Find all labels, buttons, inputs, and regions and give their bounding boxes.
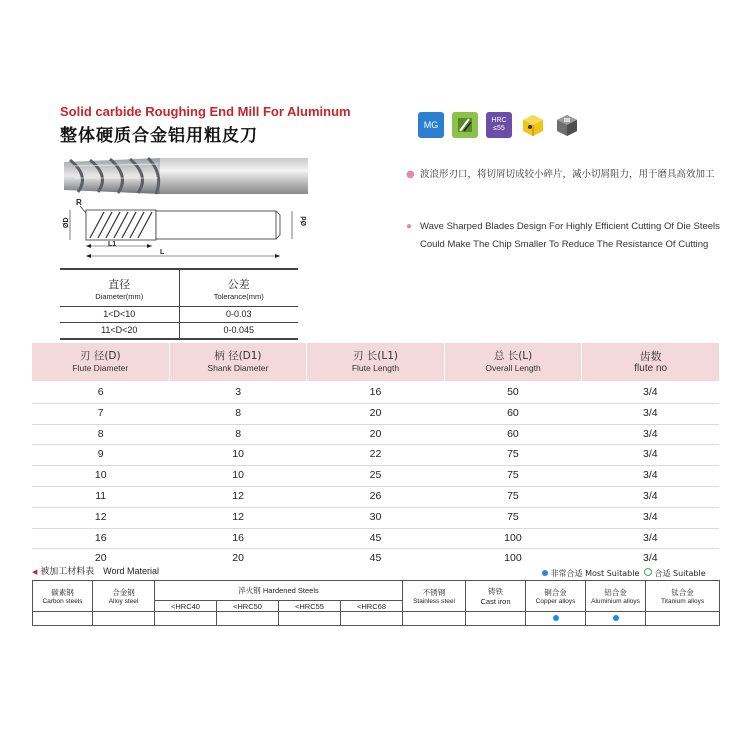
- cell: 75: [507, 489, 519, 502]
- cell: 10: [232, 469, 244, 482]
- material-cn: 不锈钢: [422, 588, 446, 597]
- suitability-cell: [93, 612, 155, 626]
- slash-badge-icon: [452, 112, 478, 138]
- tolerance-head-diameter-cn: 直径: [108, 278, 131, 291]
- cell: 20: [369, 427, 382, 440]
- hrc55-badge-icon: [486, 112, 512, 138]
- header-cn: 刃 长(L1): [352, 350, 399, 362]
- cell: 25: [369, 469, 382, 482]
- feature-badges: [418, 112, 580, 138]
- header-en: Flute Diameter: [72, 363, 129, 373]
- triangle-icon: ◀: [32, 568, 38, 576]
- suitability-cell: [155, 612, 217, 626]
- shank-diameter-label: Ød: [301, 216, 308, 226]
- flute-length-label: L1: [108, 241, 117, 248]
- header-en: flute no: [634, 363, 668, 374]
- cell: 45: [369, 552, 382, 565]
- material-carbon: [33, 581, 93, 612]
- suitability-cell: [646, 612, 720, 626]
- cell: 3/4: [643, 386, 658, 398]
- material-en: Alloy steel: [108, 598, 139, 605]
- material-en: Hardened Steels: [262, 586, 319, 595]
- cell: 16: [369, 386, 382, 398]
- header-en: Flute Length: [351, 363, 400, 373]
- suitability-cell: [403, 612, 466, 626]
- suitable-circle-icon: [644, 568, 652, 576]
- cell: 26: [369, 489, 382, 502]
- cell: 3/4: [643, 469, 658, 482]
- table-row: [32, 425, 719, 446]
- suitability-cell: [217, 612, 279, 626]
- suitability-cell: [33, 612, 93, 626]
- header-en: Overall Length: [485, 363, 541, 373]
- cell: 8: [235, 427, 242, 440]
- table-row: [32, 404, 719, 425]
- overall-length-label: L: [160, 249, 165, 256]
- cell: 20: [369, 406, 382, 419]
- table-row: [32, 508, 719, 529]
- cell: 3: [235, 386, 242, 398]
- suitability-cell: [279, 612, 341, 626]
- cell: 50: [507, 386, 519, 398]
- tolerance-head-tolerance-en: Tolerance(mm): [213, 292, 264, 301]
- mg-badge-icon: [418, 112, 444, 138]
- cell: 20: [232, 552, 244, 565]
- material-cn: 合金钢: [112, 588, 135, 597]
- cell: 30: [369, 510, 382, 523]
- radius-label: R: [76, 198, 82, 207]
- cell: 3/4: [643, 489, 658, 502]
- hrc-cell: <HRC55: [279, 601, 341, 612]
- cell: 3/4: [643, 427, 658, 440]
- cell: 20: [94, 552, 107, 565]
- cell: 8: [235, 406, 242, 419]
- cell: 12: [232, 510, 244, 523]
- header-flute-length: [307, 343, 445, 381]
- table-row: [32, 383, 719, 404]
- legend-most-text: 非常合适 Most Suitable: [550, 569, 640, 578]
- material-en: Carbon steels: [42, 598, 83, 605]
- materials-title-en: Word Material: [103, 566, 160, 576]
- material-cn: 碳素钢: [51, 588, 74, 597]
- cell: 8: [97, 427, 104, 440]
- mg-badge-label: MG: [423, 120, 439, 130]
- tolerance-head-tolerance-cn: 公差: [227, 278, 250, 291]
- cell: 60: [507, 427, 519, 440]
- material-stainless: [403, 581, 466, 612]
- material-aluminium: [586, 581, 646, 612]
- feature-cn-text: 波浪形刃口，将切屑切成较小碎片，减小切屑阻力，用于磨具高效加工: [420, 169, 715, 180]
- cell: 7: [97, 406, 104, 419]
- spec-table-header: [32, 343, 719, 381]
- cell: 60: [507, 406, 519, 419]
- cell: 10: [232, 448, 244, 461]
- material-alloy: [93, 581, 155, 612]
- tolerance-cell: 11<D<20: [60, 323, 180, 338]
- cell: 3/4: [643, 531, 658, 544]
- dimension-diagram: [56, 196, 312, 266]
- table-row: [32, 466, 719, 487]
- feature-en-text: Wave Sharped Blades Design For Highly Efficient Cutting Of Die Steels Could Make The Chip Smaller To Reduce The Resistance Of Cutting: [420, 221, 720, 250]
- feature-en: [406, 218, 722, 254]
- product-title-en: Solid carbide Roughing End Mill For Aluminum: [60, 104, 351, 119]
- bullet-icon: ●: [406, 169, 415, 180]
- tolerance-cell: 0-0.045: [223, 325, 255, 335]
- tolerance-head-diameter-en: Diameter(mm): [95, 292, 144, 301]
- cell: 75: [507, 469, 519, 482]
- material-cn: 钛合金: [671, 588, 694, 597]
- cell: 75: [507, 448, 519, 461]
- material-en: Aluminium alloys: [591, 598, 640, 605]
- suitability-cell: [341, 612, 403, 626]
- header-cn: 柄 径(D1): [214, 350, 262, 362]
- header-flute-no: [582, 343, 719, 381]
- material-en: Titanium alloys: [660, 598, 705, 605]
- material-cn: 铸铁: [488, 587, 504, 596]
- cell: 12: [94, 510, 107, 523]
- feature-cn: [406, 166, 720, 184]
- cell: 10: [94, 469, 107, 482]
- header-overall-length: [445, 343, 583, 381]
- tolerance-cell: 1<D<10: [60, 307, 180, 322]
- tolerance-table: [60, 268, 298, 340]
- most-suitable-dot-icon: [553, 615, 559, 621]
- most-suitable-dot-icon: [542, 570, 548, 576]
- materials-title-cn: 被加工材料表: [40, 567, 95, 577]
- cell: 3/4: [643, 448, 658, 461]
- suitability-legend: [542, 568, 706, 579]
- table-row: [32, 529, 719, 550]
- cell: 100: [504, 552, 522, 565]
- hrc55-badge-label: HRC ≤55: [491, 117, 507, 132]
- material-copper: [526, 581, 586, 612]
- flute-diameter-label: ØD: [63, 217, 70, 228]
- spec-table-body: [32, 383, 719, 569]
- header-shank-diameter: [170, 343, 308, 381]
- header-flute-diameter: [32, 343, 170, 381]
- table-row: [32, 487, 719, 508]
- table-row: [32, 445, 719, 466]
- product-title-cn: 整体硬质合金铝用粗皮刀: [60, 126, 258, 146]
- material-en: Stainless steel: [413, 598, 455, 605]
- hrc-cell: <HRC40: [155, 601, 217, 612]
- cell: 16: [232, 531, 244, 544]
- cell: 3/4: [643, 406, 658, 419]
- cell: 45: [369, 531, 382, 544]
- cell: 12: [232, 489, 244, 502]
- material-castiron: [466, 581, 526, 612]
- cell: 3/4: [643, 552, 658, 565]
- cell: 11: [95, 489, 107, 502]
- cube-gray-badge-icon: [554, 112, 580, 138]
- material-cn: 铝合金: [604, 588, 627, 597]
- cube-yellow-badge-icon: [520, 112, 546, 138]
- cell: 6: [97, 386, 104, 398]
- tolerance-row: [60, 323, 298, 340]
- material-cn: 淬火钢: [238, 586, 261, 595]
- header-cn: 总 长(L): [493, 350, 533, 362]
- material-hardened: [155, 581, 403, 601]
- tolerance-row: [60, 307, 298, 323]
- material-en: Copper alloys: [535, 598, 576, 605]
- end-mill-photo: [60, 152, 310, 200]
- bullet-icon: ●: [406, 221, 413, 232]
- legend-suitable-text: 合适 Suitable: [654, 569, 706, 578]
- materials-table: [32, 580, 719, 626]
- cell: 16: [94, 531, 107, 544]
- cell: 100: [504, 531, 522, 544]
- cell: 75: [507, 510, 519, 523]
- material-titanium: [646, 581, 720, 612]
- hrc-cell: <HRC50: [217, 601, 279, 612]
- suitability-cell-aluminium: [586, 612, 646, 626]
- material-cn: 铜合金: [544, 588, 567, 597]
- material-en: Cast iron: [480, 597, 511, 606]
- cell: 9: [97, 448, 104, 461]
- tolerance-cell: 0-0.03: [225, 309, 252, 319]
- suitability-cell: [466, 612, 526, 626]
- most-suitable-dot-icon: [613, 615, 619, 621]
- header-en: Shank Diameter: [207, 363, 269, 373]
- cell: 3/4: [643, 510, 658, 523]
- cell: 22: [369, 448, 382, 461]
- header-cn: 齿数: [639, 350, 662, 363]
- hrc-cell: <HRC68: [341, 601, 403, 612]
- header-cn: 刃 径(D): [79, 350, 121, 362]
- materials-title: [32, 564, 159, 577]
- suitability-cell-copper: [526, 612, 586, 626]
